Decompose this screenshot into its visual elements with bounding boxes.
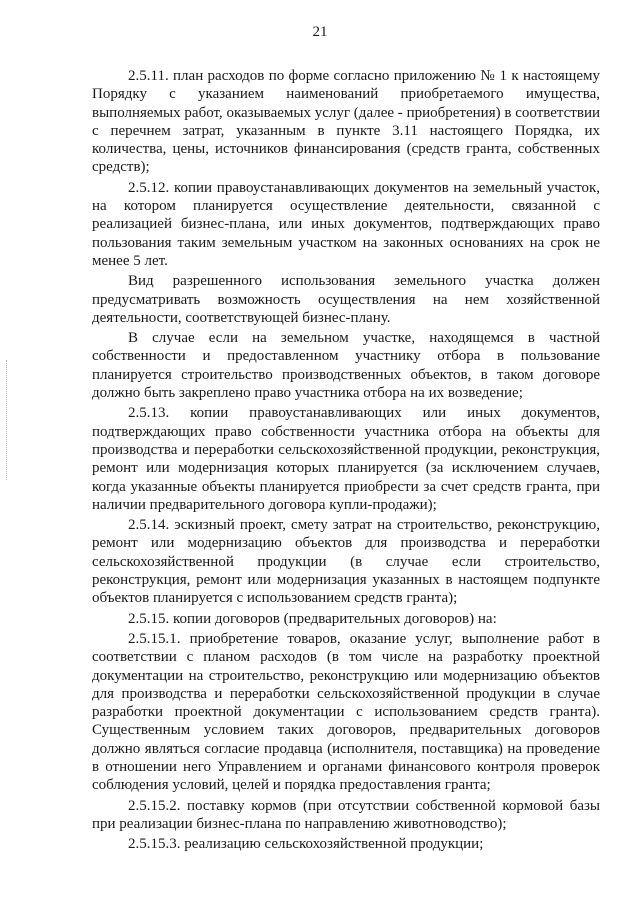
paragraph-2-5-13: 2.5.13. копии правоустанавливающих или иных документов, подтверждающих право собственности участника отбора на объекты для производства и переработки сельскохозяйственной продукции, реконструкция, ремонт или модернизация которых планируется (за исключением случаев, когда указанные объекты планируется приобрести за счет средств гранта, при наличии предварительного договора купли-продажи); [92,405,600,513]
paragraph-2-5-11: 2.5.11. план расходов по форме согласно приложению № 1 к настоящему Порядку с указанием наименований приобретаемого имущества, выполняемых работ, оказываемых услуг (далее - приобретения) в соответствии с перечнем затрат, указанным в пункте 3.11 настоящего Порядка, их количества, цены, источников финансирования (средств гранта, собственных средств); [92,68,600,176]
paragraph-2-5-15-1: 2.5.15.1. приобретение товаров, оказание услуг, выполнение работ в соответствии с планом расходов (в том числе на разработку проектной документации на строительство, реконструкцию или модернизацию объектов для производства и переработки сельскохозяйственной продукции в случае разработки проектной документации с использованием средств гранта). Существенным условием таких договоров, предварительных договоров должно являться согласие продавца (исполнителя, поставщика) на проведение в отношении него Управлением и органами финансового контроля проверок соблюдения условий, целей и порядка предоставления гранта; [92,630,600,794]
paragraph-2-5-14: 2.5.14. эскизный проект, смету затрат на строительство, реконструкцию, ремонт или модернизацию объектов для производства и переработки сельскохозяйственной продукции (в случае если строительство, реконструкция, ремонт или модернизация указанных в настоящем подпункте объектов планируется с использованием средств гранта); [92,517,600,607]
paragraph-2-5-15: 2.5.15. копии договоров (предварительных договоров) на: [128,610,497,627]
paragraph-2-5-15-3: 2.5.15.3. реализацию сельскохозяйственной продукции; [128,836,484,853]
paragraph-2-5-15-2: 2.5.15.2. поставку кормов (при отсутствии собственной кормовой базы при реализации бизнес-плана по направлению животноводство); [92,797,600,832]
scan-margin-mark [6,360,11,480]
paragraph-private-land: В случае если на земельном участке, находящемся в частной собственности и предоставленном участнику отбора в пользование планируется строительство производственных объектов, в таком договоре должно быть закреплено право участника отбора на их возведение; [92,330,600,402]
paragraph-land-use: Вид разрешенного использования земельного участка должен предусматривать возможность осуществления на нем хозяйственной деятельности, соответствующей бизнес-плану. [92,273,600,326]
document-body [92,67,600,855]
page-number: 21 [312,24,328,40]
paragraph-2-5-12: 2.5.12. копии правоустанавливающих документов на земельный участок, на котором планируется осуществление деятельности, связанной с реализацией бизнес-плана, или иных документов, подтверждающих право пользования таким земельным участком на законных основаниях на срок не менее 5 лет. [92,179,600,269]
